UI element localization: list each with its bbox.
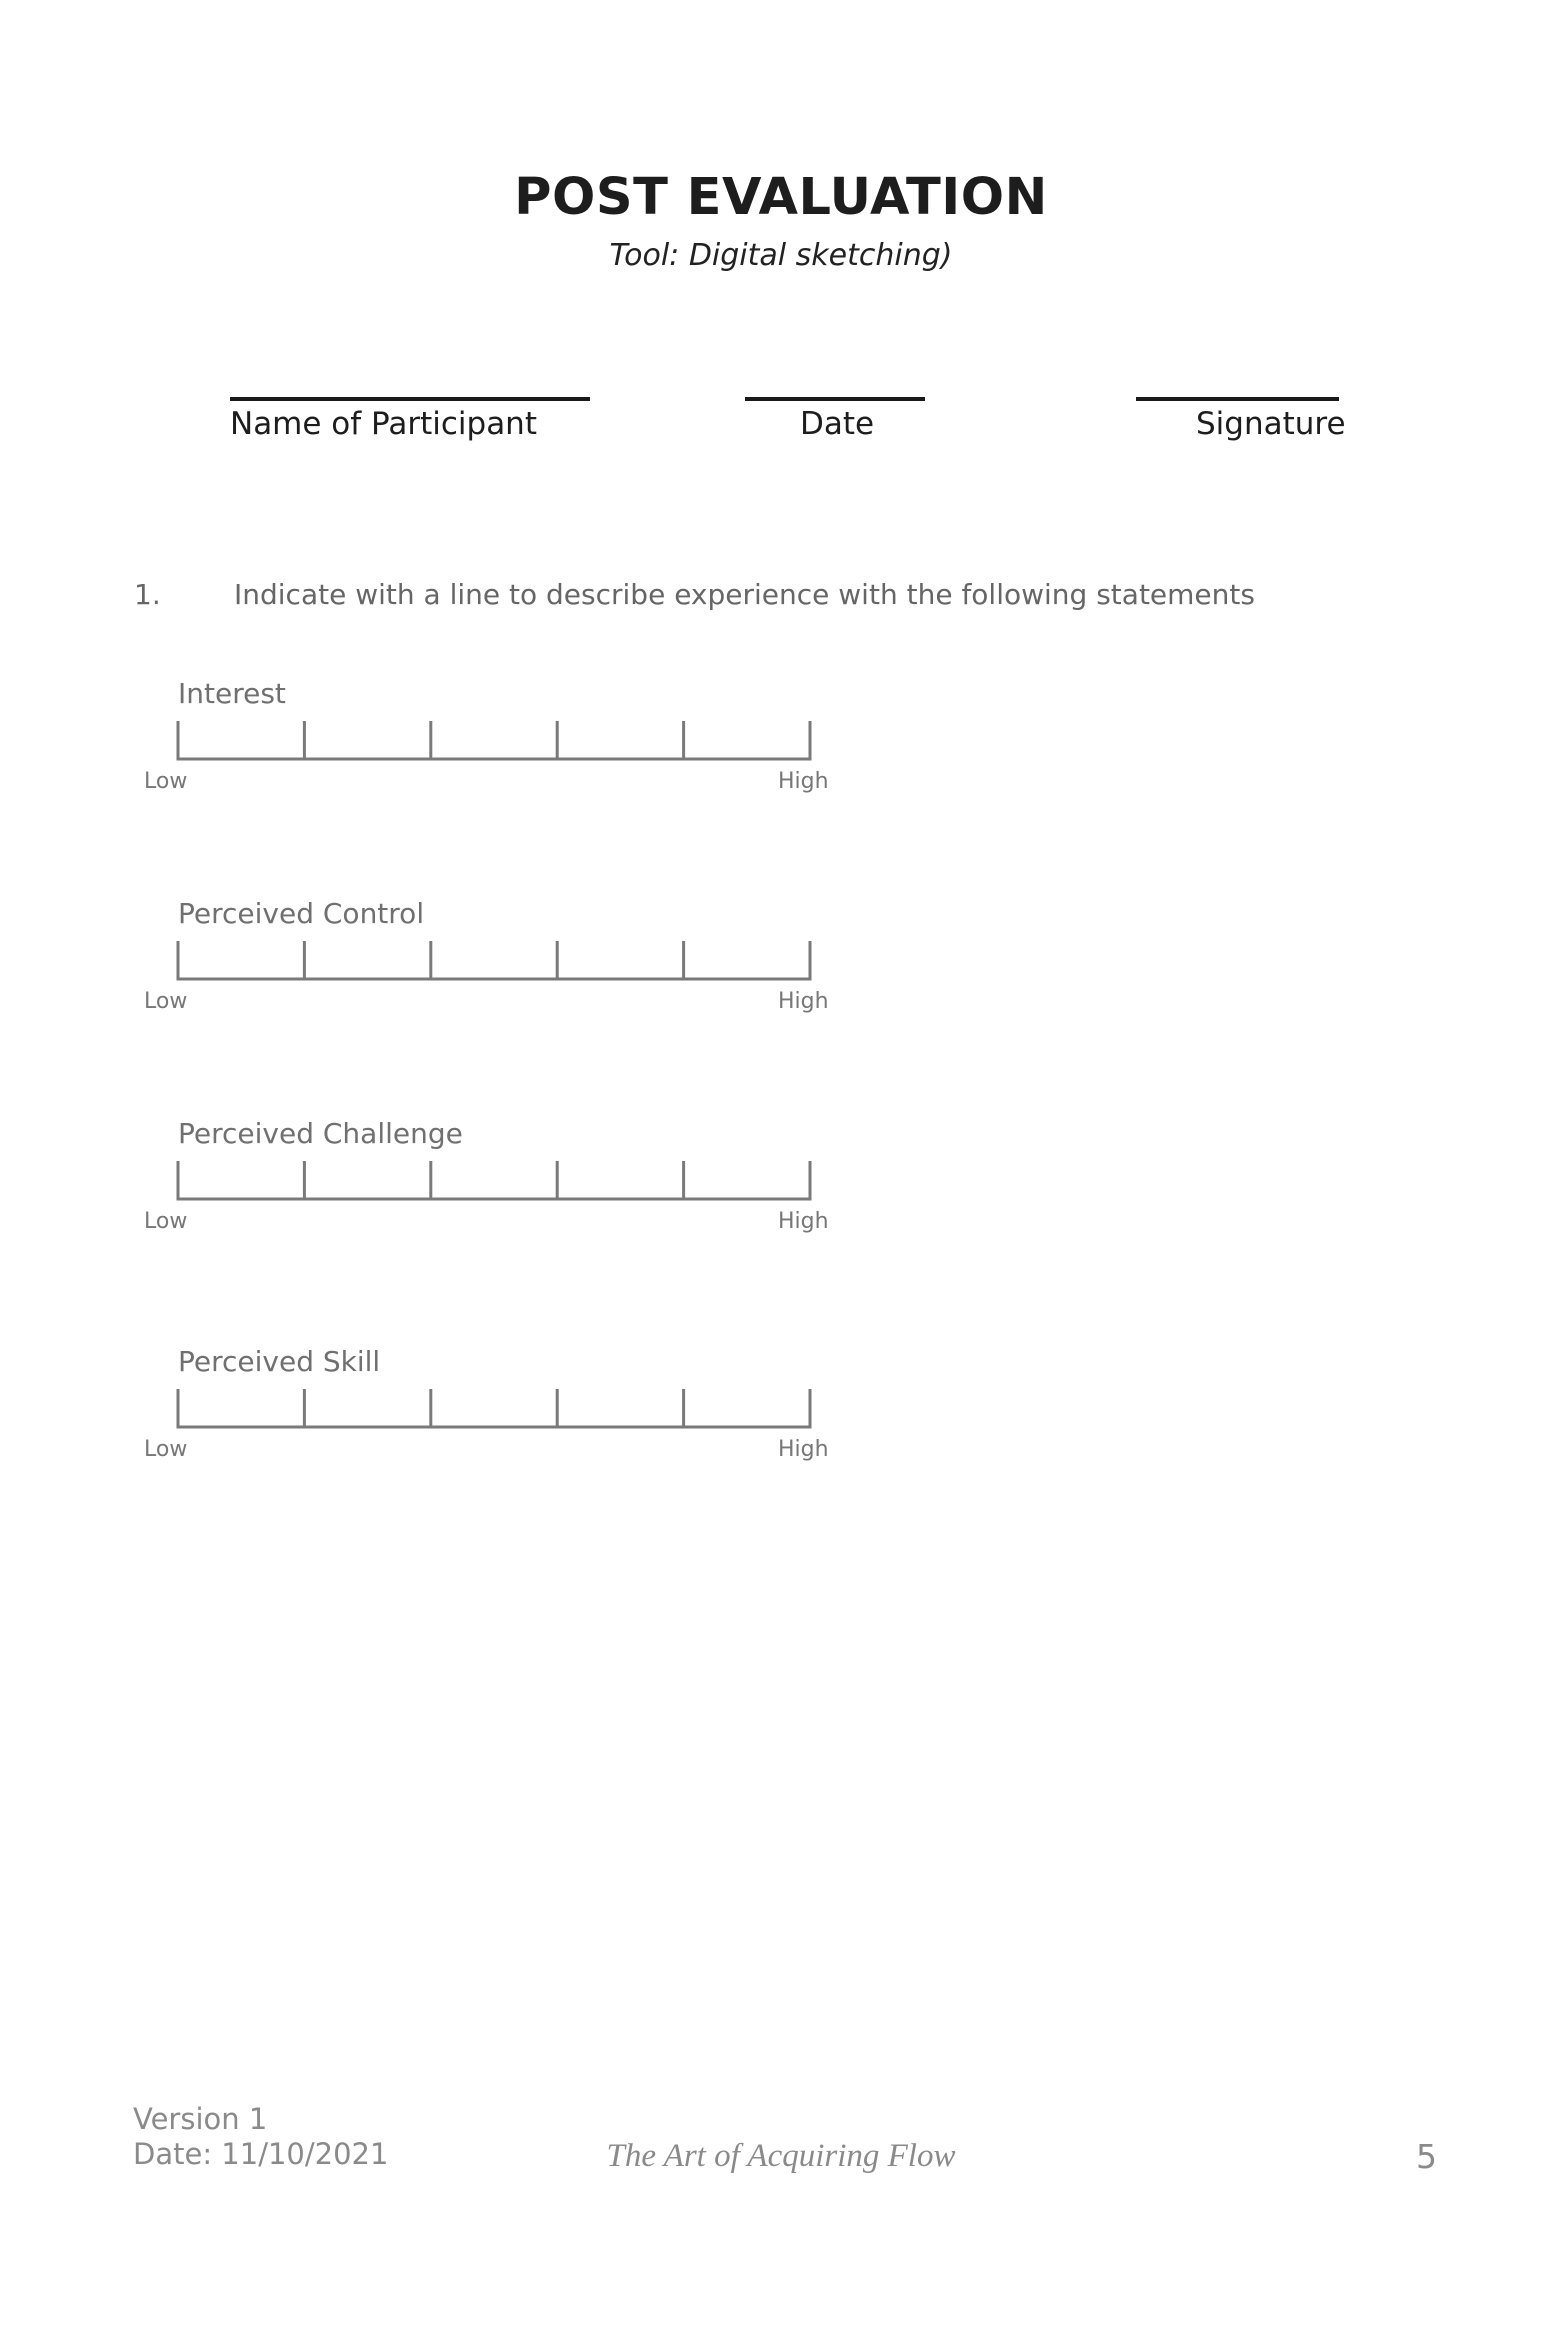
participant-name-label: Name of Participant: [230, 406, 537, 442]
scale-low-label: Low: [144, 1209, 188, 1234]
scale-high-label: High: [778, 769, 829, 794]
rating-scale-line[interactable]: [170, 941, 820, 991]
footer-date: Date: 11/10/2021: [133, 2137, 389, 2171]
date-label: Date: [800, 406, 875, 442]
scale-low-label: Low: [144, 1437, 188, 1462]
scale-high-label: High: [778, 989, 829, 1014]
date-line[interactable]: [745, 397, 925, 401]
scale-label: Perceived Challenge: [178, 1117, 463, 1150]
rating-scale-line[interactable]: [170, 721, 820, 771]
footer-book-title: The Art of Acquiring Flow: [606, 2138, 956, 2174]
footer-version: Version 1: [133, 2102, 268, 2136]
page-subtitle: Tool: Digital sketching): [609, 238, 953, 273]
scale-perceived-control: [0, 897, 900, 1047]
scale-high-label: High: [778, 1437, 829, 1462]
scale-perceived-skill: [0, 1345, 900, 1495]
scale-label: Interest: [178, 677, 286, 710]
signature-line[interactable]: [1136, 397, 1339, 401]
participant-name-line[interactable]: [230, 397, 590, 401]
scale-label: Perceived Control: [178, 897, 425, 930]
rating-scale-line[interactable]: [170, 1389, 820, 1439]
signature-label: Signature: [1196, 406, 1346, 442]
scale-low-label: Low: [144, 769, 188, 794]
page-title: POST EVALUATION: [514, 168, 1048, 227]
scale-interest: [0, 677, 900, 827]
scale-low-label: Low: [144, 989, 188, 1014]
question-number: 1.: [134, 578, 161, 611]
question-text: Indicate with a line to describe experience with the following statements: [234, 578, 1255, 611]
page-number: 5: [1416, 2137, 1437, 2176]
scale-label: Perceived Skill: [178, 1345, 381, 1378]
rating-scale-line[interactable]: [170, 1161, 820, 1211]
scale-high-label: High: [778, 1209, 829, 1234]
scale-perceived-challenge: [0, 1117, 900, 1267]
